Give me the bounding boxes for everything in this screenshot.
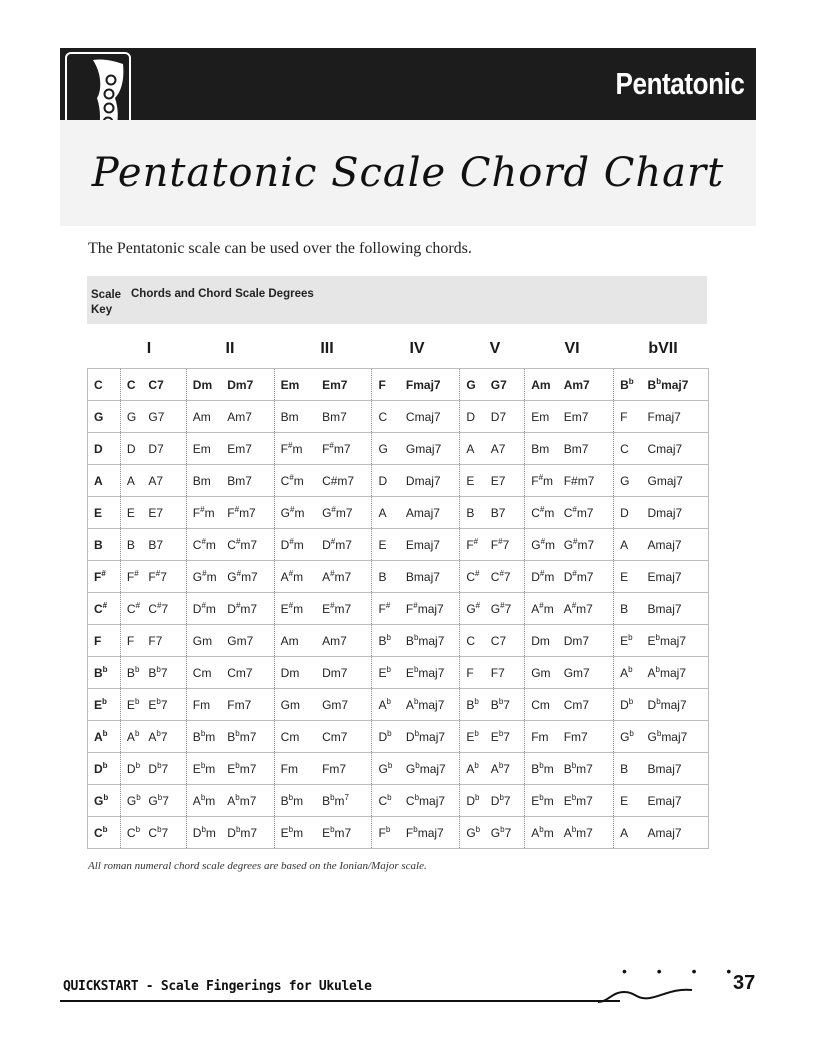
chord-cell: Bm xyxy=(274,401,316,433)
chord-cell: Bm7 xyxy=(316,401,372,433)
chord-cell: $F^b$ xyxy=(372,817,400,849)
chord-table xyxy=(87,368,709,849)
scale-key-cell: B xyxy=(88,529,121,561)
chord-cell: C7 xyxy=(142,369,186,401)
chord-row xyxy=(88,497,709,529)
chord-cell: E xyxy=(614,561,642,593)
chord-cell: Em7 xyxy=(221,433,274,465)
chord-row xyxy=(88,401,709,433)
chord-cell: C xyxy=(372,401,400,433)
chord-cell: $G^b$ xyxy=(614,721,642,753)
chord-row xyxy=(88,529,709,561)
chord-cell: F#m xyxy=(525,465,558,497)
scale-key-cell: $C^b$ xyxy=(88,817,121,849)
chord-cell: G xyxy=(460,369,485,401)
chord-cell: Gm7 xyxy=(316,689,372,721)
chord-cell: Fm xyxy=(186,689,221,721)
chord-row xyxy=(88,785,709,817)
chord-cell: D7 xyxy=(485,401,525,433)
degree-label: III xyxy=(320,340,334,357)
chord-cell: D xyxy=(120,433,142,465)
scale-key-cell: D xyxy=(88,433,121,465)
chord-row xyxy=(88,593,709,625)
chord-cell: $C^b$ xyxy=(372,785,400,817)
chord-cell: $E^bmaj7$ xyxy=(400,657,460,689)
chord-cell: Emaj7 xyxy=(642,785,709,817)
chord-cell: B7 xyxy=(485,497,525,529)
chord-cell: $B^bm$ xyxy=(274,785,316,817)
chord-cell: $E^b7$ xyxy=(485,721,525,753)
scale-key-cell: $A^b$ xyxy=(88,721,121,753)
chord-cell: $G^b7$ xyxy=(485,817,525,849)
chord-cell: G#m xyxy=(525,529,558,561)
chord-cell: $F^bmaj7$ xyxy=(400,817,460,849)
chord-cell: $D^b$ xyxy=(460,785,485,817)
chord-cell: F7 xyxy=(142,625,186,657)
chord-cell: $G^b$ xyxy=(460,817,485,849)
chord-cell: $B^b$ xyxy=(372,625,400,657)
degree-label: IV xyxy=(409,340,425,357)
chord-cell: $A^bm7$ xyxy=(221,785,274,817)
chord-row xyxy=(88,721,709,753)
chord-cell: $E^bm$ xyxy=(525,785,558,817)
chord-cell: Am7 xyxy=(221,401,274,433)
chord-row xyxy=(88,561,709,593)
scale-key-cell: F xyxy=(88,625,121,657)
chord-cell: Am7 xyxy=(558,369,614,401)
chord-cell: C xyxy=(614,433,642,465)
title-panel xyxy=(60,120,756,226)
chord-cell: E7 xyxy=(142,497,186,529)
chord-cell: F# xyxy=(460,529,485,561)
scale-key-cell: C xyxy=(88,369,121,401)
chord-cell: G# xyxy=(460,593,485,625)
chord-cell: A#m7 xyxy=(558,593,614,625)
chord-cell: F#m7 xyxy=(316,433,372,465)
chord-cell: G xyxy=(120,401,142,433)
chord-cell: F xyxy=(460,657,485,689)
chord-cell: $B^b$ xyxy=(460,689,485,721)
section-header-bar xyxy=(60,48,756,120)
chord-cell: Bmaj7 xyxy=(642,753,709,785)
chord-cell: $E^bm$ xyxy=(186,753,221,785)
chord-cell: G#m7 xyxy=(316,497,372,529)
degree-label: II xyxy=(225,340,235,357)
chord-cell: D#m7 xyxy=(316,529,372,561)
chord-cell: E xyxy=(372,529,400,561)
scale-key-cell: $G^b$ xyxy=(88,785,121,817)
chord-cell: Emaj7 xyxy=(642,561,709,593)
degree-header-row xyxy=(87,340,709,364)
chord-cell: Dm7 xyxy=(316,657,372,689)
chord-cell: $B^bm^7$ xyxy=(316,785,372,817)
chord-cell: Cm7 xyxy=(316,721,372,753)
page-number: 37 xyxy=(733,972,756,994)
chord-cell: C xyxy=(120,369,142,401)
chord-cell: B xyxy=(460,497,485,529)
degree-label: VI xyxy=(564,340,580,357)
chord-cell: $A^b7$ xyxy=(142,721,186,753)
chord-cell: G7 xyxy=(142,401,186,433)
scale-key-cell: C# xyxy=(88,593,121,625)
chord-cell: D xyxy=(614,497,642,529)
chord-cell: C#m xyxy=(525,497,558,529)
chord-cell: Am7 xyxy=(316,625,372,657)
chord-cell: $A^b$ xyxy=(614,657,642,689)
chord-cell: $E^bm7$ xyxy=(221,753,274,785)
chord-cell: C# xyxy=(460,561,485,593)
chord-cell: E7 xyxy=(485,465,525,497)
chord-cell: $A^b$ xyxy=(372,689,400,721)
chord-cell: $A^b$ xyxy=(460,753,485,785)
degree-label: V xyxy=(489,340,501,357)
chord-cell: Amaj7 xyxy=(642,529,709,561)
intro-text: The Pentatonic scale can be used over the following chords. xyxy=(88,240,472,257)
footer-swoosh-icon xyxy=(596,984,696,1004)
chord-cell: G#7 xyxy=(485,593,525,625)
chord-cell: A xyxy=(120,465,142,497)
chord-cell: $D^bmaj7$ xyxy=(642,689,709,721)
chord-row xyxy=(88,689,709,721)
chord-cell: Cm7 xyxy=(558,689,614,721)
footer-dots-icon: • • • • xyxy=(622,963,745,979)
chord-cell: D#m xyxy=(274,529,316,561)
chord-cell: $B^b7$ xyxy=(485,689,525,721)
chord-cell: C#m7 xyxy=(558,497,614,529)
chord-cell: B7 xyxy=(142,529,186,561)
chord-cell: Cm xyxy=(274,721,316,753)
chord-cell: $E^b$ xyxy=(460,721,485,753)
chord-cell: Fm xyxy=(525,721,558,753)
chord-cell: $B^b$ xyxy=(614,369,642,401)
chord-cell: Gm7 xyxy=(558,657,614,689)
chord-cell: Gmaj7 xyxy=(400,433,460,465)
chord-cell: Bmaj7 xyxy=(642,593,709,625)
chord-cell: D#m7 xyxy=(558,561,614,593)
chord-cell: B xyxy=(614,753,642,785)
chord-cell: F7 xyxy=(485,657,525,689)
chord-cell: G xyxy=(372,433,400,465)
chord-cell: $C^bmaj7$ xyxy=(400,785,460,817)
scale-key-cell: $B^b$ xyxy=(88,657,121,689)
chord-cell: $A^b$ xyxy=(120,721,142,753)
chord-cell: Em xyxy=(274,369,316,401)
chord-cell: Cm xyxy=(525,689,558,721)
chord-cell: G#m7 xyxy=(221,561,274,593)
chord-row xyxy=(88,465,709,497)
chord-cell: $E^bm7$ xyxy=(558,785,614,817)
chord-cell: $D^b$ xyxy=(372,721,400,753)
chord-cell: F#m7 xyxy=(558,465,614,497)
chord-cell: Amaj7 xyxy=(642,817,709,849)
chord-cell: Am xyxy=(186,401,221,433)
chord-cell: $E^bmaj7$ xyxy=(642,625,709,657)
chord-cell: F#7 xyxy=(485,529,525,561)
chord-cell: C# xyxy=(120,593,142,625)
chord-cell: Gm xyxy=(186,625,221,657)
chord-cell: $C^b7$ xyxy=(142,817,186,849)
chord-row xyxy=(88,369,709,401)
chord-row xyxy=(88,753,709,785)
chord-cell: $E^bm7$ xyxy=(316,817,372,849)
chord-cell: A xyxy=(460,433,485,465)
chord-cell: $B^bm7$ xyxy=(221,721,274,753)
chord-cell: Cmaj7 xyxy=(400,401,460,433)
chord-cell: Dmaj7 xyxy=(400,465,460,497)
chord-cell: B xyxy=(120,529,142,561)
chord-cell: F xyxy=(614,401,642,433)
chord-cell: $B^b7$ xyxy=(142,657,186,689)
chord-cell: F#maj7 xyxy=(400,593,460,625)
chord-cell: $G^bmaj7$ xyxy=(400,753,460,785)
chord-cell: $A^bmaj7$ xyxy=(642,657,709,689)
footnote: All roman numeral chord scale degrees are based on the Ionian/Major scale. xyxy=(88,860,427,872)
chord-cell: G7 xyxy=(485,369,525,401)
chord-cell: G#m xyxy=(274,497,316,529)
chord-cell: $D^bm7$ xyxy=(221,817,274,849)
chord-cell: A#m xyxy=(274,561,316,593)
chord-cell: E#m7 xyxy=(316,593,372,625)
chord-cell: F xyxy=(372,369,400,401)
chord-cell: $D^b$ xyxy=(120,753,142,785)
chord-cell: D#m xyxy=(525,561,558,593)
chord-cell: $G^b$ xyxy=(120,785,142,817)
chord-cell: A#m xyxy=(525,593,558,625)
chord-cell: A7 xyxy=(142,465,186,497)
chord-cell: $B^b$ xyxy=(120,657,142,689)
chord-cell: C#m7 xyxy=(316,465,372,497)
chord-cell: E xyxy=(120,497,142,529)
chord-cell: $D^b7$ xyxy=(142,753,186,785)
chord-cell: Bm xyxy=(525,433,558,465)
footer-book-title: QUICKSTART - Scale Fingerings for Ukulele xyxy=(63,979,372,994)
chord-cell: Bm xyxy=(186,465,221,497)
chord-cell: F# xyxy=(120,561,142,593)
chord-cell: $D^b$ xyxy=(614,689,642,721)
chord-cell: A#m7 xyxy=(316,561,372,593)
chord-cell: G#m7 xyxy=(558,529,614,561)
section-title: Pentatonic xyxy=(615,66,744,101)
chord-cell: $G^b$ xyxy=(372,753,400,785)
chord-cell: $E^bm$ xyxy=(274,817,316,849)
scale-key-label: Scale Key xyxy=(91,289,122,316)
chart-title: Pentatonic Scale Chord Chart xyxy=(91,150,725,196)
chord-cell: $D^b7$ xyxy=(485,785,525,817)
chord-cell: C#m xyxy=(274,465,316,497)
chord-cell: Gm xyxy=(274,689,316,721)
chord-cell: C7 xyxy=(485,625,525,657)
chord-cell: A7 xyxy=(485,433,525,465)
chord-cell: B xyxy=(614,593,642,625)
chord-cell: $G^bmaj7$ xyxy=(642,721,709,753)
chord-cell: Gm7 xyxy=(221,625,274,657)
chord-cell: E xyxy=(460,465,485,497)
chord-cell: Amaj7 xyxy=(400,497,460,529)
chord-cell: F#m xyxy=(186,497,221,529)
chord-cell: C#7 xyxy=(142,593,186,625)
chord-cell: F xyxy=(120,625,142,657)
chord-cell: Bm7 xyxy=(221,465,274,497)
chord-cell: Em xyxy=(186,433,221,465)
scale-key-cell: F# xyxy=(88,561,121,593)
chord-cell: $G^b7$ xyxy=(142,785,186,817)
chord-cell: G#m xyxy=(186,561,221,593)
chord-cell: D7 xyxy=(142,433,186,465)
chord-cell: $A^bm7$ xyxy=(558,817,614,849)
chord-cell: Dmaj7 xyxy=(642,497,709,529)
chord-cell: Dm7 xyxy=(221,369,274,401)
chord-cell: F#7 xyxy=(142,561,186,593)
degree-label: bVII xyxy=(648,340,678,357)
chord-cell: $E^b$ xyxy=(372,657,400,689)
chord-cell: A xyxy=(372,497,400,529)
scale-key-cell: $D^b$ xyxy=(88,753,121,785)
chord-cell: $E^b7$ xyxy=(142,689,186,721)
scale-key-cell: G xyxy=(88,401,121,433)
chords-degrees-label: Chords and Chord Scale Degrees xyxy=(131,288,314,300)
chord-cell: $A^b7$ xyxy=(485,753,525,785)
chord-cell: $B^bm7$ xyxy=(558,753,614,785)
chord-cell: Am xyxy=(274,625,316,657)
footer-rule xyxy=(60,1000,620,1002)
chord-cell: Fmaj7 xyxy=(642,401,709,433)
chord-cell: $E^b$ xyxy=(120,689,142,721)
chord-cell: Cmaj7 xyxy=(642,433,709,465)
chord-cell: Emaj7 xyxy=(400,529,460,561)
chord-cell: $D^bmaj7$ xyxy=(400,721,460,753)
chord-cell: Cm7 xyxy=(221,657,274,689)
chord-cell: Fm7 xyxy=(221,689,274,721)
scale-key-cell: A xyxy=(88,465,121,497)
chord-cell: Em xyxy=(525,401,558,433)
chord-row xyxy=(88,433,709,465)
chord-cell: Bm7 xyxy=(558,433,614,465)
chord-cell: $B^bmaj7$ xyxy=(400,625,460,657)
chord-cell: C#m xyxy=(186,529,221,561)
chord-cell: Dm xyxy=(274,657,316,689)
chord-cell: Dm xyxy=(525,625,558,657)
chord-cell: D xyxy=(460,401,485,433)
chord-row xyxy=(88,625,709,657)
chord-cell: F#m xyxy=(274,433,316,465)
chord-cell: $A^bm$ xyxy=(525,817,558,849)
chord-cell: E xyxy=(614,785,642,817)
chord-cell: $D^bm$ xyxy=(186,817,221,849)
scale-key-cell: $E^b$ xyxy=(88,689,121,721)
chord-cell: D xyxy=(372,465,400,497)
chord-cell: A xyxy=(614,529,642,561)
chord-cell: Dm7 xyxy=(558,625,614,657)
scale-key-cell: E xyxy=(88,497,121,529)
chord-cell: A xyxy=(614,817,642,849)
chord-cell: G xyxy=(614,465,642,497)
chord-cell: $A^bm$ xyxy=(186,785,221,817)
chord-cell: C xyxy=(460,625,485,657)
chord-cell: B xyxy=(372,561,400,593)
chord-cell: E#m xyxy=(274,593,316,625)
chord-cell: Fm7 xyxy=(558,721,614,753)
chord-cell: Fmaj7 xyxy=(400,369,460,401)
chord-cell: Dm xyxy=(186,369,221,401)
chord-row xyxy=(88,657,709,689)
chord-cell: D#m7 xyxy=(221,593,274,625)
chord-cell: Em7 xyxy=(558,401,614,433)
chord-cell: Cm xyxy=(186,657,221,689)
degree-label: I xyxy=(146,340,152,357)
chord-cell: Am xyxy=(525,369,558,401)
chord-cell: Fm xyxy=(274,753,316,785)
chord-cell: $C^b$ xyxy=(120,817,142,849)
chord-cell: $E^b$ xyxy=(614,625,642,657)
chord-row xyxy=(88,817,709,849)
chord-cell: Em7 xyxy=(316,369,372,401)
chord-cell: $A^bmaj7$ xyxy=(400,689,460,721)
chord-cell: Bmaj7 xyxy=(400,561,460,593)
chord-cell: Gm xyxy=(525,657,558,689)
chord-cell: C#7 xyxy=(485,561,525,593)
chord-cell: $B^bmaj7$ xyxy=(642,369,709,401)
chord-cell: Fm7 xyxy=(316,753,372,785)
key-panel xyxy=(87,276,707,324)
chord-cell: D#m xyxy=(186,593,221,625)
chord-cell: C#m7 xyxy=(221,529,274,561)
chord-cell: Gmaj7 xyxy=(642,465,709,497)
chord-cell: $B^bm$ xyxy=(186,721,221,753)
chord-cell: $B^bm$ xyxy=(525,753,558,785)
chord-cell: F# xyxy=(372,593,400,625)
chord-cell: F#m7 xyxy=(221,497,274,529)
